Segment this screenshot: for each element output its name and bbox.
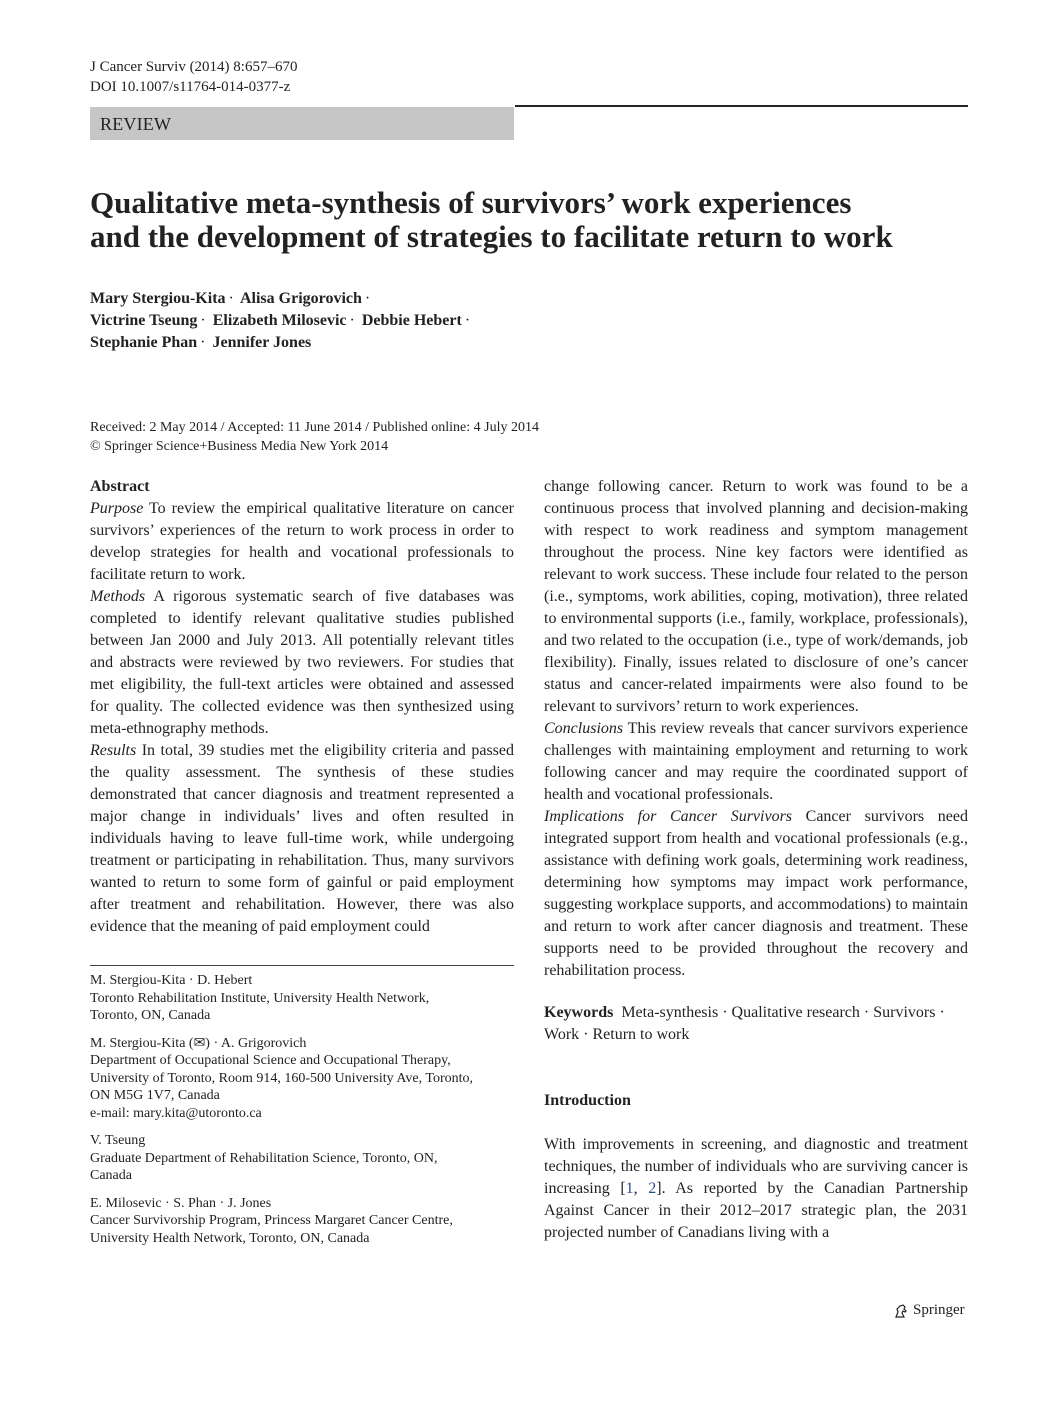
author: Mary Stergiou-Kita bbox=[90, 290, 226, 307]
author: Alisa Grigorovich bbox=[239, 290, 362, 307]
left-column bbox=[90, 476, 514, 938]
keywords: Keywords Meta-synthesis · Qualitative research · Survivors · Work · Return to work bbox=[544, 1004, 945, 1043]
abstract-results-continued: change following cancer. Return to work was found to be a continuous process that involved planning and decision-making with respect to work readiness and symptom management throughout the process. Nine key factors were identified as relevant to work success. These include four related to the person (i.e., symptoms, work abilities, coping, motivation), three related to environmental supports (i.e., family, workplace, professionals), and two related to the occupation (i.e., type of work/demands, job flexibility). Finally, issues related to disclosure of one’s cancer status and cancer-related impairments were also found to be relevant to survivors’ return to work experiences. bbox=[544, 478, 968, 715]
affiliation: M. Stergiou-Kita (✉) · A. Grigorovich Department of Occupational Science and Occupational Therapy, University of Toronto, Room 914, 160-500 University Ave, Toronto, ON M5G 1V7, Canada e-mail: mary.kita@utoronto.ca bbox=[90, 1035, 474, 1121]
citation-link[interactable]: 1 bbox=[625, 1180, 634, 1197]
right-column bbox=[544, 476, 968, 1244]
author: Jennifer Jones bbox=[212, 334, 312, 351]
section-label: REVIEW bbox=[100, 114, 172, 134]
author: Debbie Hebert bbox=[361, 312, 462, 329]
doi[interactable]: DOI 10.1007/s11764-014-0377-z bbox=[90, 79, 291, 95]
affiliation: M. Stergiou-Kita · D. Hebert Toronto Rehabilitation Institute, University Health Network, Toronto, ON, Canada bbox=[90, 973, 430, 1023]
author-list: Mary Stergiou-Kita · Alisa Grigorovich · Victrine Tseung · Elizabeth Milosevic · Debbie Hebert · Stephanie Phan · Jennifer Jones bbox=[90, 290, 471, 351]
abstract-results: Results In total, 39 studies met the eligibility criteria and passed the quality assessment. The synthesis of these studies demonstrated that cancer diagnosis and treatment represented a major change in individuals’ lives and often resulted in individuals having to leave full-time work, while undergoing treatment or participating in rehabilitation. Thus, many survivors wanted to return to some form of gainful or paid employment after treatment and rehabilitation. However, there was also evidence that the meaning of paid employment could bbox=[90, 742, 515, 935]
abstract-implications: Implications for Cancer Survivors Cancer survivors need integrated support from health and vocational professionals (e.g., assistance with defining work goals, determining work readiness, determining how symptoms may impact work performance, suggesting workplace supports, and accommodations) to maintain and return to work after cancer diagnosis and treatment. These supports need to be provided throughout the recovery and rehabilitation process. bbox=[544, 808, 968, 979]
abstract-heading: Abstract bbox=[90, 478, 150, 495]
affiliation: E. Milosevic · S. Phan · J. Jones Cancer Survivorship Program, Princess Margaret Cancer Centre, University Health Network, Toronto, ON, Canada bbox=[90, 1195, 453, 1246]
springer-horse-icon bbox=[893, 1303, 909, 1319]
introduction-heading: Introduction bbox=[544, 1092, 631, 1109]
abstract-conclusions: Conclusions This review reveals that cancer survivors experience challenges with maintaining employment and returning to work following cancer and may require the coordinated support of health and vocational professionals. bbox=[544, 720, 969, 803]
author: Elizabeth Milosevic bbox=[212, 312, 347, 329]
publisher-name: Springer bbox=[913, 1302, 965, 1318]
abstract-purpose: Purpose To review the empirical qualitative literature on cancer survivors’ experiences of the return to work process in order to develop strategies for health and vocational professionals to facilitate return to work. bbox=[90, 500, 514, 583]
copyright-line: © Springer Science+Business Media New York 2014 bbox=[90, 439, 389, 454]
publication-dates bbox=[90, 418, 539, 456]
publisher-logo bbox=[893, 1302, 965, 1319]
article-title bbox=[90, 186, 970, 254]
journal-citation: J Cancer Surviv (2014) 8:657–670 bbox=[90, 59, 298, 75]
introduction-text: With improvements in screening, and diagnostic and treatment techniques, the number of individuals who are surviving cancer is increasing [1, 2]. As reported by the Canadian Partnership Against Cancer in their 2012–2017 strategic plan, the 2031 projected number of Canadians living with a bbox=[544, 1136, 969, 1241]
affiliation: V. Tseung Graduate Department of Rehabilitation Science, Toronto, ON, Canada bbox=[90, 1133, 438, 1183]
author: Victrine Tseung bbox=[90, 312, 198, 329]
title-line-1: Qualitative meta-synthesis of survivors’ work experiences bbox=[90, 185, 852, 220]
journal-header bbox=[90, 57, 297, 97]
author: Stephanie Phan bbox=[90, 334, 198, 351]
affiliations bbox=[90, 972, 514, 1257]
abstract-methods: Methods A rigorous systematic search of five databases was completed to identify relevant qualitative studies published between Jan 2000 and July 2013. All potentially relevant titles and abstracts were reviewed by two reviewers. For studies that met eligibility, the full-text articles were obtained and assessed for quality. The collected evidence was then synthesized using meta-ethnography methods. bbox=[90, 588, 514, 737]
citation-link[interactable]: 2 bbox=[648, 1180, 657, 1197]
email-link[interactable]: e-mail: mary.kita@utoronto.ca bbox=[90, 1105, 262, 1121]
dates-line: Received: 2 May 2014 / Accepted: 11 June 2014 / Published online: 4 July 2014 bbox=[90, 420, 539, 435]
title-line-2: and the development of strategies to facilitate return to work bbox=[90, 219, 893, 254]
footnote-rule bbox=[90, 965, 514, 966]
header-rule bbox=[515, 105, 968, 107]
